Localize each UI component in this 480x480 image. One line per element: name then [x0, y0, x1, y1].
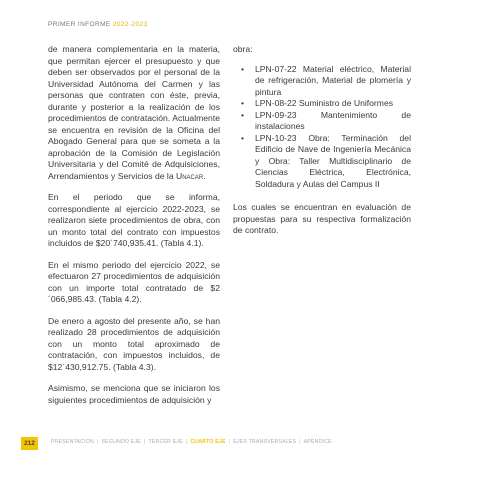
nav-item-presentacion[interactable]: PRESENTACIÓN: [51, 439, 94, 445]
nav-separator: |: [143, 439, 146, 445]
list-item: [233, 110, 411, 133]
bullet-icon: •: [241, 63, 245, 74]
list-item-text: LPN-10-23 Obra: Terminación del Edificio de Nave de Ingeniería Mecánica y Obra: Taller Multidisciplinario de Ciencias Eléctrica, Electrónica, Soldadura y Aulas del Campus II: [255, 132, 411, 189]
paragraph-regulations: [48, 44, 220, 182]
bullet-icon: •: [241, 109, 245, 120]
closing-paragraph: Los cuales se encuentran en evaluación de propuestas para su respectiva formalización de contrato.: [233, 202, 411, 235]
nav-item-tercer-eje[interactable]: TERCER EJE: [148, 439, 183, 445]
left-column: [48, 44, 220, 416]
procedures-list: [233, 64, 411, 191]
paragraph-regulations-end: .: [203, 170, 206, 181]
nav-item-segundo-eje[interactable]: SEGUNDO EJE: [101, 439, 141, 445]
header-label: PRIMER INFORME: [48, 21, 111, 28]
paragraph-regulations-text: de manera complementaria en la materia, que permitan ejercer el presupuesto y que deben ser observados por el personal de la Universidad Autónoma del Carmen y las personas que contraten con éste, previa, durante y posterior a la realización de los procedimientos de contratación. Actualmente se encuentra en revisión de la Oficina del Abogado General para que se someta a la aprobación de la Comisión de Legislación Universitaria y del Comité de Adquisiciones, Arrendamientos y Servicios de la: [48, 44, 220, 181]
running-header: [48, 21, 148, 28]
nav-separator: |: [96, 439, 99, 445]
list-item: [233, 98, 411, 110]
paragraph-2023-acquisitions: De enero a agosto del presente año, se han realizado 28 procedimientos de adquisición con un monto total aproximado de contratación, con impuestos incluidos, de $12´430,912.75. (Tabla 4.3).: [48, 315, 220, 372]
list-item-text: LPN-07-22 Material eléctrico, Material de refrigeración, Material de plomería y pintura: [255, 63, 411, 97]
paragraph-obra-procedures: En el periodo que se informa, correspondiente al ejercicio 2022-2023, se realizaron siete procedimientos de obra, con un monto total del contrato con impuestos incluidos de $20´740,935.41. (Tabla 4.1).: [48, 192, 220, 248]
nav-separator: |: [299, 439, 301, 445]
list-item: [233, 133, 411, 191]
org-acronym: Unacar: [176, 170, 204, 181]
bullet-icon: •: [241, 132, 245, 143]
list-item: [233, 64, 411, 99]
list-intro: obra:: [233, 44, 253, 54]
nav-separator: |: [185, 439, 188, 445]
page-number: 212: [21, 437, 38, 450]
right-column: [233, 44, 411, 247]
nav-item-cuarto-eje[interactable]: CUARTO EJE: [190, 439, 226, 445]
list-item-text: LPN-08-22 Suministro de Uniformes: [255, 98, 394, 108]
page-footer: [0, 437, 480, 451]
nav-item-apendice[interactable]: APÉNDICE: [303, 439, 332, 445]
paragraph-initiated-procedures: Asimismo, se menciona que se iniciaron los siguientes procedimientos de adquisición y: [48, 383, 220, 405]
section-nav: [49, 439, 334, 445]
nav-separator: |: [228, 439, 231, 445]
list-item-text: LPN-09-23 Mantenimiento de instalaciones: [255, 109, 411, 131]
nav-item-ejes-transversales[interactable]: EJES TRANSVERSALES: [233, 439, 297, 445]
header-years: 2022-2023: [112, 21, 148, 28]
paragraph-2022-acquisitions: En el mismo periodo del ejercicio 2022, se efectuaron 27 procedimientos de adquisición con un importe total contratado de $2´066,985.43. (Tabla 4.2).: [48, 259, 220, 304]
bullet-icon: •: [241, 98, 245, 108]
